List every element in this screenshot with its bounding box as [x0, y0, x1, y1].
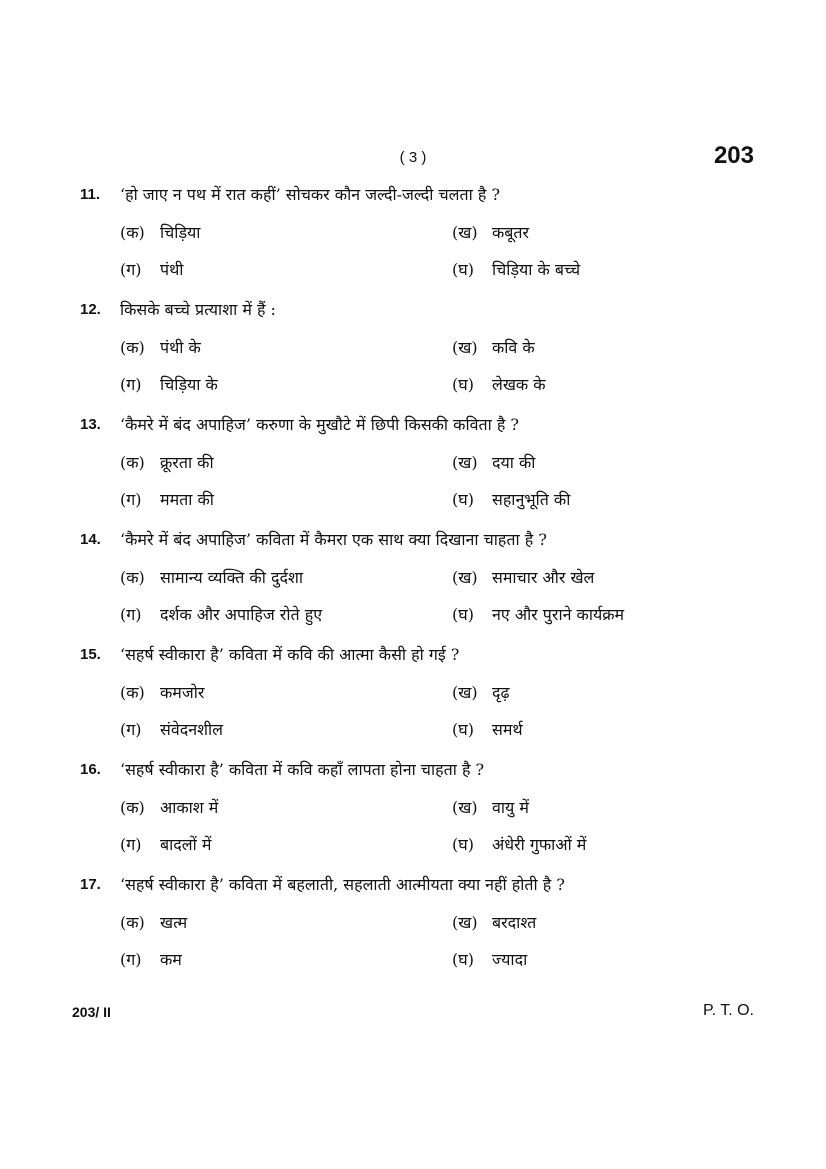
question-text: ‘हो जाए न पथ में रात कहीं’ सोचकर कौन जल्दी-जल्दी चलता है ?	[120, 185, 501, 204]
option-label: (घ)	[452, 950, 474, 969]
answer-option	[120, 719, 223, 741]
answer-option	[120, 834, 211, 856]
option-text: वायु में	[492, 798, 529, 817]
option-label: (ग)	[120, 950, 142, 969]
option-label: (ख)	[452, 568, 478, 587]
question	[80, 184, 760, 224]
answer-option	[452, 222, 529, 244]
option-label: (क)	[120, 223, 145, 242]
option-label: (घ)	[452, 260, 474, 279]
option-text: अंधेरी गुफाओं में	[492, 835, 587, 854]
option-text: बादलों में	[160, 835, 212, 854]
answer-option	[452, 912, 536, 934]
answer-option	[452, 489, 570, 511]
answer-option	[452, 452, 535, 474]
answer-option	[452, 797, 529, 819]
answer-option	[120, 374, 218, 396]
answer-option	[120, 949, 182, 971]
option-label: (क)	[120, 453, 145, 472]
question-text: ‘सहर्ष स्वीकारा है’ कविता में बहलाती, सहलाती आत्मीयता क्या नहीं होती है ?	[120, 875, 565, 894]
option-text: समर्थ	[492, 720, 523, 739]
answer-option	[120, 259, 183, 281]
answer-option	[120, 452, 214, 474]
option-text: ममता की	[160, 490, 214, 509]
question	[80, 644, 760, 684]
option-text: नए और पुराने कार्यक्रम	[492, 605, 625, 624]
option-label: (ख)	[452, 913, 478, 932]
option-label: (घ)	[452, 605, 474, 624]
answer-option	[120, 682, 204, 704]
question-number: 17.	[80, 876, 101, 893]
page-number: ( 3 )	[399, 149, 427, 166]
option-label: (ग)	[120, 375, 142, 394]
option-text: सहानुभूति की	[492, 490, 571, 509]
option-label: (ग)	[120, 605, 142, 624]
answer-option	[120, 337, 201, 359]
answer-option	[452, 834, 586, 856]
option-label: (ग)	[120, 260, 142, 279]
option-text: चिड़िया के	[160, 375, 218, 394]
question	[80, 299, 760, 339]
option-label: (ख)	[452, 683, 478, 702]
question-number: 11.	[80, 186, 101, 203]
option-text: खत्म	[160, 913, 188, 932]
answer-option	[120, 604, 322, 626]
option-text: कम	[160, 950, 182, 969]
option-text: कवि के	[492, 338, 535, 357]
option-label: (क)	[120, 913, 145, 932]
question-text: ‘कैमरे में बंद अपाहिज’ कविता में कैमरा एक साथ क्या दिखाना चाहता है ?	[120, 530, 547, 549]
answer-option	[120, 222, 200, 244]
option-label: (घ)	[452, 490, 474, 509]
option-label: (ख)	[452, 338, 478, 357]
option-label: (क)	[120, 568, 145, 587]
question-text: ‘सहर्ष स्वीकारा है’ कविता में कवि की आत्मा कैसी हो गई ?	[120, 645, 460, 664]
answer-option	[452, 719, 523, 741]
question-number: 15.	[80, 646, 101, 663]
option-text: समाचार और खेल	[492, 568, 595, 587]
option-label: (ख)	[452, 223, 478, 242]
question-number: 16.	[80, 761, 101, 778]
option-label: (क)	[120, 338, 145, 357]
answer-option	[120, 567, 303, 589]
question	[80, 414, 760, 454]
answer-option	[120, 797, 218, 819]
option-text: संवेदनशील	[160, 720, 223, 739]
answer-option	[452, 604, 624, 626]
question-text: किसके बच्चे प्रत्याशा में हैं :	[120, 300, 276, 319]
option-text: लेखक के	[492, 375, 546, 394]
option-text: ज्यादा	[492, 950, 528, 969]
answer-option	[452, 682, 510, 704]
option-label: (क)	[120, 798, 145, 817]
question-number: 13.	[80, 416, 101, 433]
answer-option	[452, 567, 594, 589]
question	[80, 874, 760, 914]
option-text: क्रूरता की	[160, 453, 214, 472]
answer-option	[452, 949, 527, 971]
option-text: सामान्य व्यक्ति की दुर्दशा	[160, 568, 303, 587]
option-text: कबूतर	[492, 223, 530, 242]
option-text: दृढ़	[492, 683, 510, 702]
option-label: (घ)	[452, 720, 474, 739]
option-label: (ग)	[120, 835, 142, 854]
option-label: (ग)	[120, 720, 142, 739]
option-text: चिड़िया के बच्चे	[492, 260, 581, 279]
question-number: 14.	[80, 531, 101, 548]
answer-option	[452, 259, 580, 281]
option-label: (घ)	[452, 835, 474, 854]
option-text: पंथी	[160, 260, 184, 279]
answer-option	[120, 489, 214, 511]
option-text: आकाश में	[160, 798, 219, 817]
question	[80, 529, 760, 569]
answer-option	[452, 374, 546, 396]
footer-code: 203/ II	[72, 1004, 111, 1020]
question-text: ‘कैमरे में बंद अपाहिज’ करुणा के मुखौटे में छिपी किसकी कविता है ?	[120, 415, 519, 434]
option-label: (घ)	[452, 375, 474, 394]
question	[80, 759, 760, 799]
answer-option	[452, 337, 535, 359]
option-label: (ग)	[120, 490, 142, 509]
option-text: दर्शक और अपाहिज रोते हुए	[160, 605, 323, 624]
option-label: (ख)	[452, 798, 478, 817]
option-text: बरदाश्त	[492, 913, 537, 932]
option-text: चिड़िया	[160, 223, 201, 242]
question-number: 12.	[80, 301, 101, 318]
option-text: दया की	[492, 453, 536, 472]
paper-code: 203	[713, 142, 754, 169]
question-text: ‘सहर्ष स्वीकारा है’ कविता में कवि कहाँ लापता होना चाहता है ?	[120, 760, 485, 779]
answer-option	[120, 912, 187, 934]
option-label: (ख)	[452, 453, 478, 472]
option-text: पंथी के	[160, 338, 201, 357]
option-text: कमजोर	[160, 683, 205, 702]
option-label: (क)	[120, 683, 145, 702]
footer-pto: P. T. O.	[703, 1002, 754, 1019]
